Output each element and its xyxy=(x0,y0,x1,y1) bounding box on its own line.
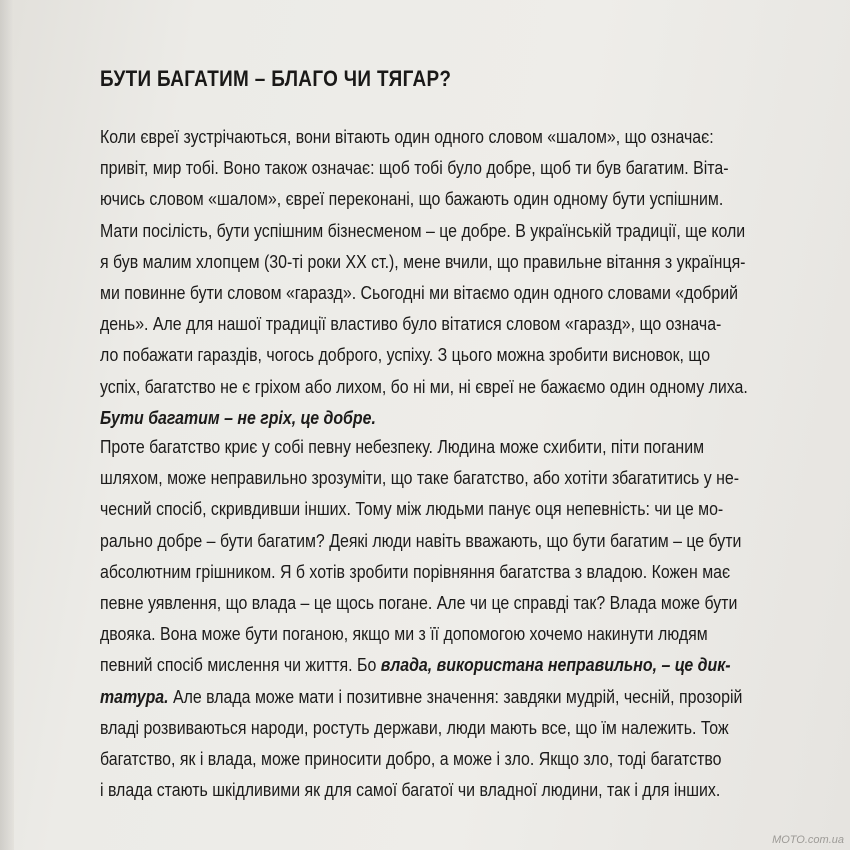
text-line xyxy=(100,774,721,805)
text-run: привіт, мир тобі. Воно також означає: щоб тобі було добре, щоб ти був багатим. Віта- xyxy=(100,157,729,179)
text-run: двояка. Вона може бути поганою, якщо ми з її допомогою хочемо накинути людям xyxy=(100,623,708,645)
text-line xyxy=(100,277,739,308)
text-run: багатство, як і влада, може приносити добро, а може і зло. Якщо зло, тоді багатство xyxy=(100,747,722,769)
text-line xyxy=(100,339,711,370)
text-run: я був малим хлопцем (30-ті роки XX ст.), мене вчили, що правильне вітання з українця- xyxy=(100,250,746,272)
text-run: певне уявлення, що влада – це щось погане. Але чи це справді так? Влада може бути xyxy=(100,591,738,613)
text-line xyxy=(100,618,708,649)
text-line xyxy=(100,493,724,524)
text-run: чесний спосіб, скривдивши інших. Тому між людьми панує оця непевність: чи це мо- xyxy=(100,498,724,520)
text-line xyxy=(100,743,722,774)
text-line xyxy=(100,402,672,433)
text-line xyxy=(100,681,743,712)
text-line xyxy=(100,308,722,339)
text-line xyxy=(100,183,724,214)
text-run: Але влада може мати і позитивне значення: завдяки мудрій, чесній, прозорій xyxy=(168,685,743,707)
watermark-text: MOTO.com.ua xyxy=(772,834,844,846)
text-line xyxy=(100,587,738,618)
text-line xyxy=(100,712,729,743)
text-line xyxy=(100,462,740,493)
text-run: певний спосіб мислення чи життя. Бо xyxy=(100,654,381,676)
text-run: ло побажати гараздів, чогось доброго, успіху. З цього можна зробити висновок, що xyxy=(100,344,711,366)
text-run: шляхом, може неправильно зрозуміти, що таке багатство, або хотіти збагатитись у не- xyxy=(100,467,740,489)
text-run: Мати посілість, бути успішним бізнесменом – це добре. В українській традиції, ще коли xyxy=(100,219,746,241)
text-line xyxy=(100,215,746,246)
text-line xyxy=(100,431,705,462)
page-title: БУТИ БАГАТИМ – БЛАГО ЧИ ТЯГАР? xyxy=(100,66,452,91)
text-line xyxy=(100,556,731,587)
text-line xyxy=(100,649,731,680)
text-run: абсолютним грішником. Я б хотів зробити порівняння багатства з владою. Кожен має xyxy=(100,560,731,582)
text-line xyxy=(100,525,742,556)
text-line xyxy=(100,152,729,183)
emphasized-text: татура. xyxy=(100,685,169,707)
text-line xyxy=(100,121,714,152)
text-run: ючись словом «шалом», євреї переконані, що бажають один одному бути успішним. xyxy=(100,188,724,210)
text-run: успіх, багатство не є гріхом або лихом, бо ні ми, ні євреї не бажаємо один одному лиха. xyxy=(100,375,748,397)
text-run: Проте багатство криє у собі певну небезпеку. Людина може схибити, піти поганим xyxy=(100,436,705,457)
text-line xyxy=(100,246,746,277)
text-run: ми повинне бути словом «гаразд». Сьогодні ми вітаємо один одного словами «добрий xyxy=(100,281,739,303)
text-run: день». Але для нашої традиції властиво було вітатися словом «гаразд», що означа- xyxy=(100,313,722,335)
text-run: Коли євреї зустрічаються, вони вітають один одного словом «шалом», що означає: xyxy=(100,126,714,147)
text-run: рально добре – бути багатим? Деякі люди навіть вважають, що бути багатим – це бути xyxy=(100,529,742,551)
text-run: владі розвиваються народи, ростуть держави, люди мають все, що їм належить. Тож xyxy=(100,716,729,738)
paragraph-1 xyxy=(100,121,765,433)
text-run: і влада стають шкідливими як для самої багатої чи владної людини, так і для інших. xyxy=(100,779,721,801)
emphasized-text: влада, використана неправильно, – це дик- xyxy=(380,654,731,676)
paragraph-2 xyxy=(100,431,765,805)
page-edge-shadow xyxy=(0,0,14,850)
text-line xyxy=(100,371,748,402)
emphasized-text: Бути багатим – не гріх, це добре. xyxy=(100,406,376,428)
